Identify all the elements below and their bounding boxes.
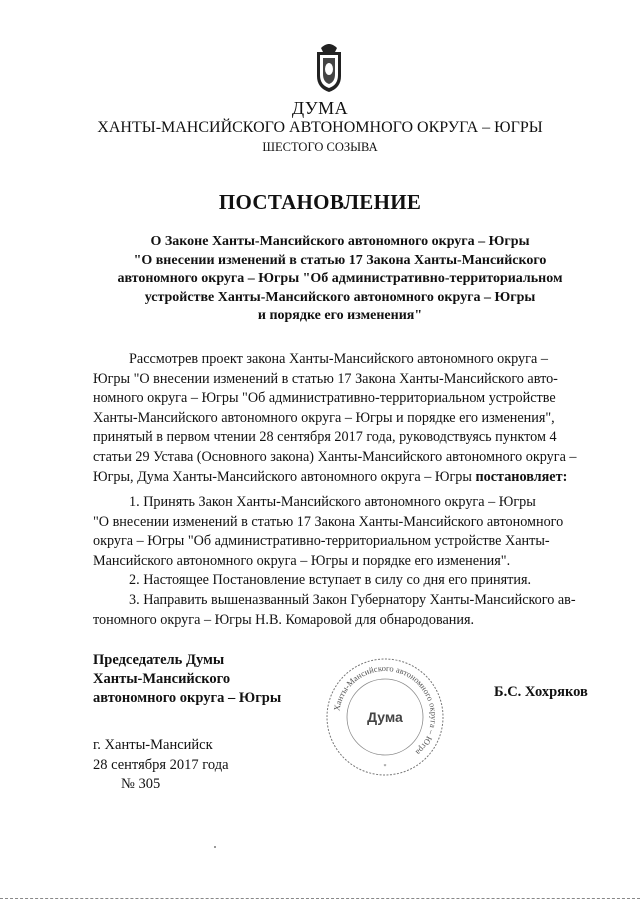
region-name: ХАНТЫ-МАНСИЙСКОГО АВТОНОМНОГО ОКРУГА – ЮГРЫ [97, 119, 543, 136]
signatory-position [93, 651, 281, 708]
subject-line: "О внесении изменений в статью 17 Закона Ханты-Мансийского [133, 252, 547, 268]
item-line: 1. Принять Закон Ханты-Мансийского автономного округа – Югры [129, 494, 536, 510]
preamble-line: Рассмотрев проект закона Ханты-Мансийского автономного округа – [129, 351, 548, 367]
position-line: автономного округа – Югры [93, 690, 282, 706]
official-stamp [322, 656, 448, 778]
svg-text:*: * [383, 764, 387, 770]
subject-line: автономного округа – Югры "Об административно-территориальном [117, 271, 563, 286]
preamble-line: статьи 29 Устава (Основного закона) Ханты-Мансийского автономного округа – [93, 448, 577, 465]
convocation: ШЕСТОГО СОЗЫВА [262, 140, 378, 154]
coat-of-arms-icon [312, 42, 346, 94]
subject-line: и порядке его изменения" [257, 308, 423, 323]
position-line: Председатель Думы [93, 652, 225, 668]
item-line: 3. Направить вышеназванный Закон Губернатору Ханты-Мансийского ав- [129, 591, 576, 608]
item-line: 2. Настоящее Постановление вступает в силу со дня его принятия. [129, 572, 532, 589]
preamble-line: принятый в первом чтении 28 сентября 2017 года, руководствуясь пунктом 4 [93, 429, 557, 446]
date: 28 сентября 2017 года [93, 756, 229, 773]
item-line: тономного округа – Югры Н.В. Комаровой для обнародования. [93, 611, 475, 628]
stamp-center-text: Дума [367, 709, 403, 725]
city: г. Ханты-Мансийск [93, 737, 213, 753]
preamble-line: Югры "О внесении изменений в статью 17 Закона Ханты-Мансийского авто- [93, 370, 558, 387]
position-line: Ханты-Мансийского [93, 671, 231, 687]
subject-line: О Законе Ханты-Мансийского автономного округа – Югры [150, 234, 530, 249]
preamble-last-line [93, 468, 596, 488]
subject-line: устройстве Ханты-Мансийского автономного округа – Югры [144, 289, 536, 305]
scan-speck [214, 846, 216, 848]
stamp-ring-text: Ханты-Мансийского автономного округа – Югра [331, 662, 440, 758]
resolution-items [93, 493, 596, 630]
page-bottom-rule [0, 898, 640, 899]
document-subject [90, 233, 590, 326]
preamble-line: номного округа – Югры "Об административно-территориальном устройстве [93, 390, 556, 407]
item-line: "О внесении изменений в статью 17 Закона Ханты-Мансийского автономного [93, 513, 564, 530]
item-line: округа – Югры "Об административно-территориальном устройстве Ханты- [93, 533, 550, 550]
document-number: № 305 [121, 776, 161, 792]
org-name: ДУМА [291, 98, 349, 118]
place-and-date [93, 736, 229, 795]
item-line: Мансийского автономного округа – Югры и порядке его изменения". [93, 552, 511, 569]
document-type: ПОСТАНОВЛЕНИЕ [218, 190, 422, 214]
resolves-word: постановляет: [475, 468, 568, 485]
signatory-name: Б.С. Хохряков [494, 684, 588, 700]
preamble-line: Югры, Дума Ханты-Мансийского автономного округа – Югры [93, 468, 476, 485]
preamble-paragraph [93, 350, 596, 487]
preamble-line: Ханты-Мансийского автономного округа – Югры и порядке его изменения", [93, 409, 555, 426]
